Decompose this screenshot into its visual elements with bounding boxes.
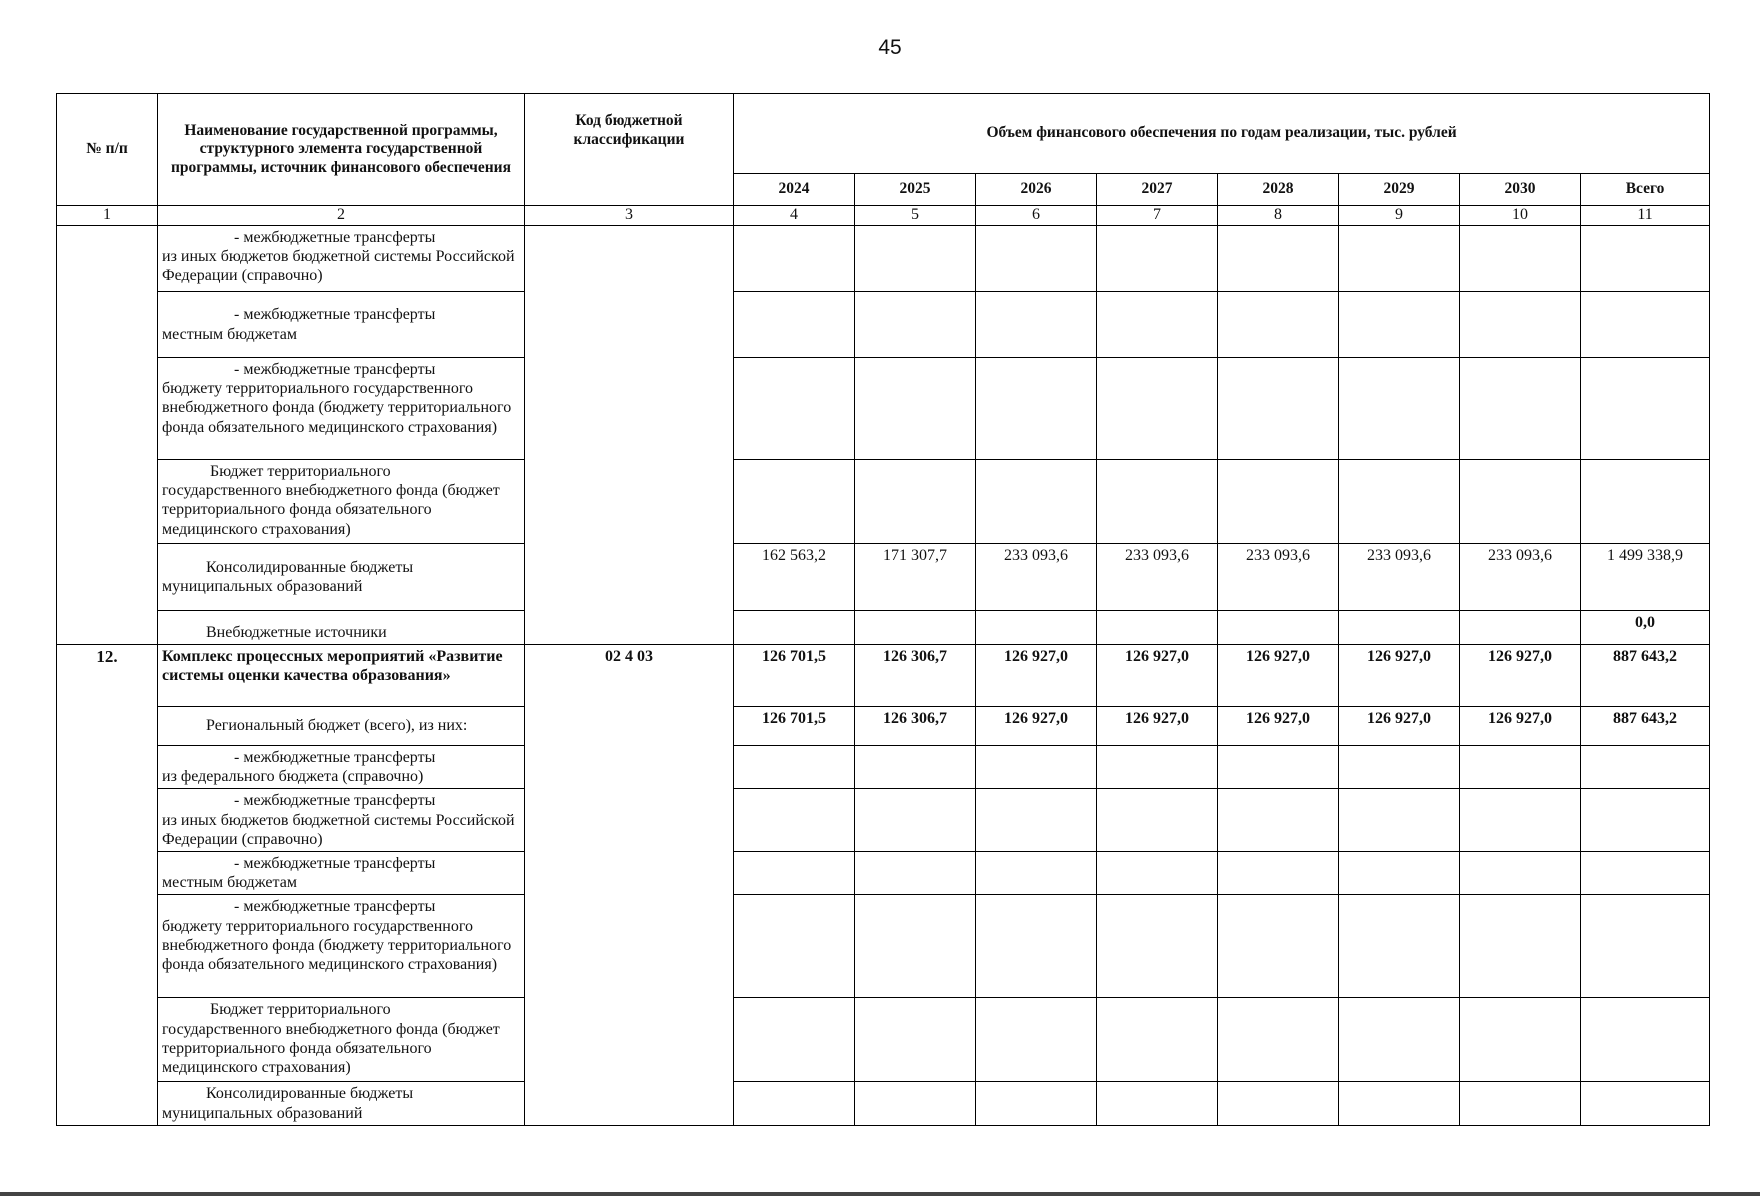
table-row	[57, 707, 1710, 746]
value-cell	[1460, 226, 1581, 292]
section-number: 12.	[57, 645, 158, 1126]
value-cell	[1097, 789, 1218, 852]
table-row	[57, 460, 1710, 544]
value-cell	[1097, 1082, 1218, 1125]
value-cell	[1339, 746, 1460, 789]
value-cell	[1581, 226, 1710, 292]
value-cell: 233 093,6	[1218, 544, 1339, 611]
value-cell	[1218, 851, 1339, 894]
value-cell	[855, 358, 976, 460]
row-number-cell	[57, 226, 158, 645]
header-year: 2029	[1339, 174, 1460, 206]
value-cell	[1581, 789, 1710, 852]
value-cell	[1460, 851, 1581, 894]
value-cell	[1339, 358, 1460, 460]
table-row	[57, 895, 1710, 998]
row-name: Внебюджетные источники	[158, 611, 525, 645]
value-cell	[976, 460, 1097, 544]
value-cell	[855, 789, 976, 852]
header-name: Наименование государственной программы, структурного элемента государственной программы, источник финансового обеспечения	[158, 94, 525, 206]
value-cell	[1339, 1082, 1460, 1125]
table-row	[57, 851, 1710, 894]
value-cell	[855, 746, 976, 789]
value-cell	[976, 1082, 1097, 1125]
row-name: - межбюджетные трансферты из федерального бюджета (справочно)	[158, 746, 525, 789]
value-cell	[734, 1082, 855, 1125]
column-number: 10	[1460, 206, 1581, 226]
value-cell: 233 093,6	[1339, 544, 1460, 611]
value-cell	[855, 226, 976, 292]
header-total: Всего	[1581, 174, 1710, 206]
value-cell	[1460, 998, 1581, 1082]
table-row	[57, 645, 1710, 707]
row-name: Региональный бюджет (всего), из них:	[158, 707, 525, 746]
budget-code: 02 4 03	[525, 645, 734, 1126]
value-cell: 126 701,5	[734, 645, 855, 707]
value-cell	[734, 611, 855, 645]
value-cell	[976, 611, 1097, 645]
value-cell	[734, 358, 855, 460]
column-number: 9	[1339, 206, 1460, 226]
value-cell	[734, 789, 855, 852]
value-cell	[1339, 226, 1460, 292]
value-cell	[1097, 460, 1218, 544]
value-cell	[1218, 895, 1339, 998]
value-cell	[1218, 226, 1339, 292]
value-cell	[1460, 460, 1581, 544]
value-cell	[976, 292, 1097, 358]
value-cell	[1339, 292, 1460, 358]
value-cell	[734, 895, 855, 998]
value-cell	[855, 895, 976, 998]
value-cell	[1460, 895, 1581, 998]
value-cell	[1097, 358, 1218, 460]
value-cell	[734, 998, 855, 1082]
value-cell	[1460, 358, 1581, 460]
column-number: 7	[1097, 206, 1218, 226]
value-cell: 126 927,0	[1097, 707, 1218, 746]
value-cell	[1581, 895, 1710, 998]
code-cell	[525, 226, 734, 645]
value-cell	[1097, 895, 1218, 998]
value-cell	[1460, 746, 1581, 789]
table-row	[57, 358, 1710, 460]
value-cell	[734, 292, 855, 358]
header-code: Код бюджетной классификации	[525, 94, 734, 206]
value-cell	[1460, 789, 1581, 852]
value-cell	[1097, 226, 1218, 292]
value-cell	[1339, 851, 1460, 894]
header-year: 2028	[1218, 174, 1339, 206]
value-cell	[1460, 1082, 1581, 1125]
section-title: Комплекс процессных мероприятий «Развитие системы оценки качества образования»	[158, 645, 525, 707]
header-year: 2027	[1097, 174, 1218, 206]
value-cell: 1 499 338,9	[1581, 544, 1710, 611]
page-number: 45	[878, 36, 902, 59]
value-cell	[855, 998, 976, 1082]
value-cell	[1339, 789, 1460, 852]
row-name: - межбюджетные трансферты из иных бюджетов бюджетной системы Российской Федерации (справочно)	[158, 226, 525, 292]
value-cell	[976, 895, 1097, 998]
table-row	[57, 746, 1710, 789]
value-cell	[1339, 611, 1460, 645]
value-cell	[976, 746, 1097, 789]
value-cell	[1097, 851, 1218, 894]
value-cell	[976, 358, 1097, 460]
value-cell	[1339, 460, 1460, 544]
value-cell: 126 927,0	[1339, 707, 1460, 746]
row-name: - межбюджетные трансферты бюджету территориального государственного внебюджетного фонда (бюджету территориального фонда обязательного медицинского страхования)	[158, 895, 525, 998]
value-cell	[1218, 746, 1339, 789]
table-row	[57, 789, 1710, 852]
value-cell	[1218, 611, 1339, 645]
column-number: 3	[525, 206, 734, 226]
value-cell: 162 563,2	[734, 544, 855, 611]
value-cell	[976, 851, 1097, 894]
financing-table	[56, 93, 1710, 1126]
value-cell	[1581, 851, 1710, 894]
row-name: - межбюджетные трансферты местным бюджетам	[158, 851, 525, 894]
value-cell	[855, 292, 976, 358]
value-cell: 887 643,2	[1581, 707, 1710, 746]
value-cell	[1581, 358, 1710, 460]
value-cell	[1218, 460, 1339, 544]
value-cell	[1218, 998, 1339, 1082]
value-cell: 126 927,0	[976, 707, 1097, 746]
row-name: Бюджет территориального государственного внебюджетного фонда (бюджет территориального фонда обязательного медицинского страхования)	[158, 460, 525, 544]
value-cell	[855, 460, 976, 544]
table-row	[57, 544, 1710, 611]
column-number: 6	[976, 206, 1097, 226]
table-row	[57, 1082, 1710, 1125]
value-cell	[1218, 789, 1339, 852]
value-cell	[855, 1082, 976, 1125]
value-cell	[855, 611, 976, 645]
table-row	[57, 611, 1710, 645]
value-cell	[1581, 1082, 1710, 1125]
scan-edge-line	[0, 1192, 1760, 1196]
value-cell: 126 927,0	[1460, 645, 1581, 707]
row-name: - межбюджетные трансферты из иных бюджетов бюджетной системы Российской Федерации (справочно)	[158, 789, 525, 852]
value-cell	[1581, 746, 1710, 789]
value-cell: 233 093,6	[1460, 544, 1581, 611]
value-cell: 233 093,6	[976, 544, 1097, 611]
header-year: 2030	[1460, 174, 1581, 206]
value-cell: 126 927,0	[1339, 645, 1460, 707]
value-cell: 0,0	[1581, 611, 1710, 645]
value-cell	[1218, 292, 1339, 358]
row-name: - межбюджетные трансферты местным бюджетам	[158, 292, 525, 358]
value-cell	[1097, 611, 1218, 645]
header-year: 2025	[855, 174, 976, 206]
value-cell	[1097, 746, 1218, 789]
row-name: Бюджет территориального государственного внебюджетного фонда (бюджет территориального фонда обязательного медицинского страхования)	[158, 998, 525, 1082]
value-cell: 126 927,0	[1097, 645, 1218, 707]
header-volume: Объем финансового обеспечения по годам реализации, тыс. рублей	[734, 94, 1710, 174]
value-cell: 126 701,5	[734, 707, 855, 746]
header-year: 2024	[734, 174, 855, 206]
value-cell: 171 307,7	[855, 544, 976, 611]
value-cell	[1339, 998, 1460, 1082]
value-cell: 126 927,0	[1218, 645, 1339, 707]
value-cell	[1581, 460, 1710, 544]
value-cell: 126 927,0	[1218, 707, 1339, 746]
column-number: 8	[1218, 206, 1339, 226]
value-cell	[734, 226, 855, 292]
value-cell: 887 643,2	[1581, 645, 1710, 707]
header-num: № п/п	[57, 94, 158, 206]
value-cell	[855, 851, 976, 894]
value-cell	[1581, 292, 1710, 358]
row-name: Консолидированные бюджеты муниципальных образований	[158, 544, 525, 611]
value-cell	[1460, 611, 1581, 645]
column-number: 1	[57, 206, 158, 226]
value-cell: 126 927,0	[1460, 707, 1581, 746]
header-year: 2026	[976, 174, 1097, 206]
column-number: 5	[855, 206, 976, 226]
value-cell: 126 306,7	[855, 707, 976, 746]
table-row	[57, 292, 1710, 358]
value-cell	[1218, 1082, 1339, 1125]
value-cell	[1097, 292, 1218, 358]
value-cell	[976, 998, 1097, 1082]
table-row	[57, 226, 1710, 292]
column-number: 2	[158, 206, 525, 226]
value-cell	[734, 851, 855, 894]
value-cell	[976, 226, 1097, 292]
row-name: Консолидированные бюджеты муниципальных образований	[158, 1082, 525, 1125]
row-name: - межбюджетные трансферты бюджету территориального государственного внебюджетного фонда (бюджету территориального фонда обязательного медицинского страхования)	[158, 358, 525, 460]
value-cell	[1460, 292, 1581, 358]
value-cell	[976, 789, 1097, 852]
value-cell: 126 927,0	[976, 645, 1097, 707]
value-cell	[1339, 895, 1460, 998]
value-cell: 126 306,7	[855, 645, 976, 707]
value-cell: 233 093,6	[1097, 544, 1218, 611]
column-number: 4	[734, 206, 855, 226]
column-number: 11	[1581, 206, 1710, 226]
value-cell	[734, 460, 855, 544]
value-cell	[734, 746, 855, 789]
value-cell	[1097, 998, 1218, 1082]
value-cell	[1218, 358, 1339, 460]
table-row	[57, 998, 1710, 1082]
value-cell	[1581, 998, 1710, 1082]
